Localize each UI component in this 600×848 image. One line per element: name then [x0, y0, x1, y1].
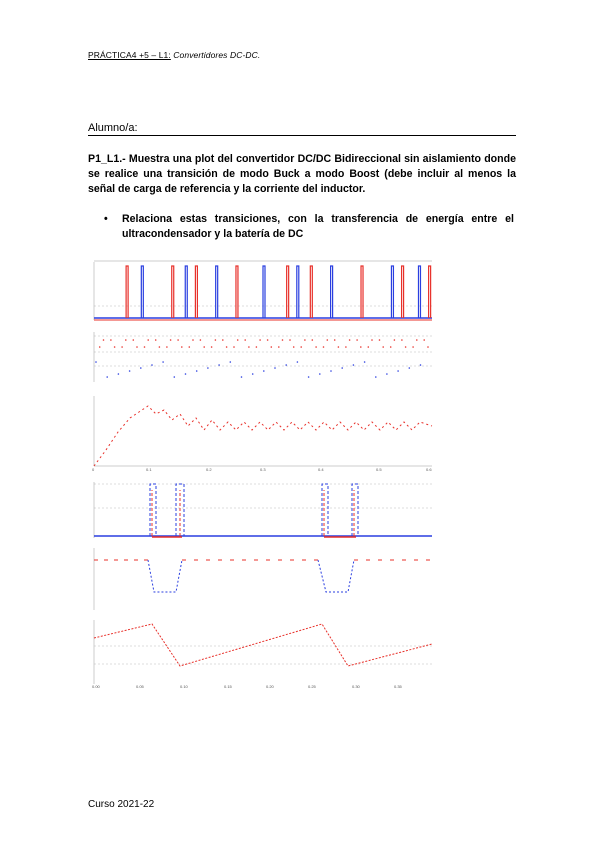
- switching-point: [237, 339, 239, 341]
- svg-text:0.25: 0.25: [308, 684, 316, 689]
- switching-point: [200, 339, 202, 341]
- switching-point: [162, 361, 164, 363]
- switching-point: [263, 370, 265, 372]
- switching-point: [226, 346, 228, 348]
- switching-point: [215, 339, 217, 341]
- panel-pulses: [94, 261, 432, 320]
- switching-point: [196, 370, 198, 372]
- switching-point: [375, 376, 377, 378]
- switching-point: [140, 367, 142, 369]
- switching-point: [203, 346, 205, 348]
- svg-text:0.30: 0.30: [352, 684, 360, 689]
- switching-point: [233, 346, 235, 348]
- pulse-mark: [195, 266, 197, 318]
- svg-text:0.5: 0.5: [376, 467, 382, 472]
- switching-point: [297, 361, 299, 363]
- student-label: Alumno/a:: [88, 122, 138, 134]
- bullet-dot: •: [104, 213, 108, 225]
- svg-text:0.3: 0.3: [260, 467, 266, 472]
- pulse-mark: [172, 266, 174, 318]
- switching-point: [345, 346, 347, 348]
- switching-point: [256, 346, 258, 348]
- pulse-mark: [418, 266, 420, 318]
- svg-text:0.05: 0.05: [136, 684, 144, 689]
- switching-point: [248, 346, 250, 348]
- switching-point: [95, 361, 97, 363]
- pulse-mark: [287, 266, 289, 318]
- switching-point: [319, 373, 321, 375]
- switching-point: [192, 339, 194, 341]
- switching-point: [110, 339, 112, 341]
- switching-point: [244, 339, 246, 341]
- svg-text:0.10: 0.10: [180, 684, 188, 689]
- switching-point: [379, 339, 381, 341]
- bullet-item: [104, 212, 514, 242]
- switching-point: [133, 339, 135, 341]
- switching-point: [230, 361, 232, 363]
- student-name-line: [88, 122, 516, 136]
- switching-point: [423, 339, 425, 341]
- switching-point: [330, 370, 332, 372]
- switching-point: [353, 364, 355, 366]
- switching-point: [323, 346, 325, 348]
- course-code: PRÁCTICA4 +5 – L1:: [88, 50, 171, 60]
- pulse-mark: [429, 266, 431, 318]
- switching-point: [405, 346, 407, 348]
- switching-point: [360, 346, 362, 348]
- panel-switching: [94, 332, 432, 382]
- switching-point: [315, 346, 317, 348]
- switching-point: [397, 370, 399, 372]
- svg-text:0.15: 0.15: [224, 684, 232, 689]
- switching-point: [159, 346, 161, 348]
- pulse-mark: [263, 266, 265, 318]
- switching-point: [114, 346, 116, 348]
- switching-point: [147, 339, 149, 341]
- switching-point: [155, 339, 157, 341]
- pulse-mark: [297, 266, 299, 318]
- switching-point: [409, 367, 411, 369]
- switching-point: [129, 370, 131, 372]
- svg-text:0.35: 0.35: [394, 684, 402, 689]
- switching-point: [300, 346, 302, 348]
- switching-point: [416, 339, 418, 341]
- switching-point: [289, 339, 291, 341]
- switching-point: [312, 339, 314, 341]
- pulse-mark: [126, 266, 128, 318]
- switching-point: [136, 346, 138, 348]
- switching-point: [267, 339, 269, 341]
- switching-point: [118, 373, 120, 375]
- pulse-mark: [391, 266, 393, 318]
- svg-text:0: 0: [92, 467, 95, 472]
- pulse-mark: [361, 266, 363, 318]
- page-header: [88, 50, 260, 60]
- switching-point: [106, 376, 108, 378]
- panel-inductor-current: [94, 548, 432, 610]
- switching-point: [327, 339, 329, 341]
- switching-point: [304, 339, 306, 341]
- switching-point: [386, 373, 388, 375]
- switching-point: [144, 346, 146, 348]
- switching-point: [293, 346, 295, 348]
- switching-point: [412, 346, 414, 348]
- switching-point: [218, 364, 220, 366]
- switching-point: [282, 339, 284, 341]
- switching-point: [371, 339, 373, 341]
- switching-point: [285, 364, 287, 366]
- switching-point: [427, 346, 429, 348]
- pulse-mark: [236, 266, 238, 318]
- pulse-mark: [216, 266, 218, 318]
- switching-point: [338, 346, 340, 348]
- svg-text:0.4: 0.4: [318, 467, 324, 472]
- switching-point: [334, 339, 336, 341]
- switching-point: [189, 346, 191, 348]
- switching-point: [121, 346, 123, 348]
- switching-point: [177, 339, 179, 341]
- switching-point: [170, 339, 172, 341]
- switching-point: [356, 339, 358, 341]
- switching-point: [274, 367, 276, 369]
- task-statement: P1_L1.- Muestra una plot del convertidor DC/DC Bidireccional sin aislamiento donde se realice una transición de modo Buck a modo Boost (debe incluir al menos la señal de carga de referencia y la corriente del inductor.: [88, 153, 516, 195]
- switching-point: [151, 364, 153, 366]
- switching-point: [241, 376, 243, 378]
- switching-point: [252, 373, 254, 375]
- switching-point: [368, 346, 370, 348]
- switching-point: [185, 373, 187, 375]
- svg-text:0.2: 0.2: [206, 467, 212, 472]
- pulse-mark: [402, 266, 404, 318]
- switching-point: [222, 339, 224, 341]
- switching-point: [259, 339, 261, 341]
- panel-mode-signal: [94, 482, 432, 538]
- svg-text:0.1: 0.1: [146, 467, 152, 472]
- switching-point: [166, 346, 168, 348]
- switching-point: [181, 346, 183, 348]
- simulation-figure: [86, 254, 436, 690]
- switching-point: [207, 367, 209, 369]
- switching-point: [401, 339, 403, 341]
- switching-point: [174, 376, 176, 378]
- switching-point: [308, 376, 310, 378]
- svg-text:0.6: 0.6: [426, 467, 432, 472]
- switching-point: [99, 346, 101, 348]
- pulse-mark: [310, 266, 312, 318]
- switching-point: [103, 339, 105, 341]
- pulse-mark: [185, 266, 187, 318]
- switching-point: [390, 346, 392, 348]
- switching-point: [394, 339, 396, 341]
- switching-point: [420, 364, 422, 366]
- switching-point: [211, 346, 213, 348]
- switching-point: [125, 339, 127, 341]
- switching-point: [271, 346, 273, 348]
- pulse-mark: [141, 266, 143, 318]
- footer-course: Curso 2021-22: [88, 799, 155, 810]
- switching-point: [364, 361, 366, 363]
- svg-text:0.20: 0.20: [266, 684, 274, 689]
- bullet-text: Relaciona estas transiciones, con la transferencia de energía entre el ultracondensador y la batería de DC: [122, 213, 514, 240]
- switching-point: [349, 339, 351, 341]
- switching-point: [382, 346, 384, 348]
- document-title: Convertidores DC-DC.: [173, 50, 261, 60]
- pulse-mark: [331, 266, 333, 318]
- switching-point: [341, 367, 343, 369]
- svg-text:0.00: 0.00: [92, 684, 100, 689]
- panel-reference-load: [92, 620, 432, 689]
- switching-point: [278, 346, 280, 348]
- panel-voltage: [92, 396, 432, 472]
